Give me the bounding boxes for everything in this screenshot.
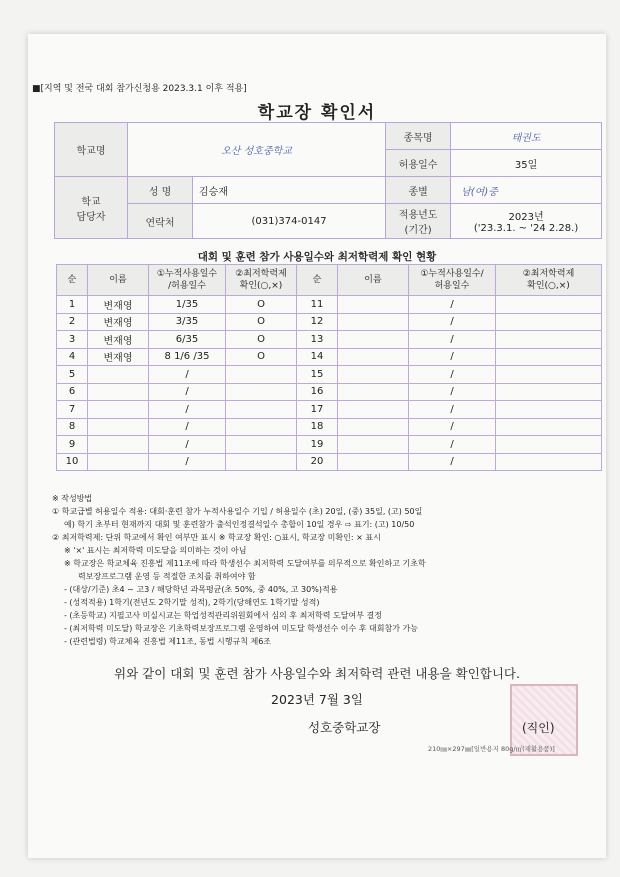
cell-name	[88, 418, 149, 436]
cell-name	[338, 296, 409, 314]
header-note: ■[지역 및 전국 대회 참가신청용 2023.3.1 이후 적용]	[32, 84, 247, 94]
cell-name: 변재영	[88, 331, 149, 349]
cell-no: 2	[57, 313, 88, 331]
note-line: - (대상/기준) 초4 ~ 고3 / 해당학년 과목평균(초 50%, 중 40%, 고 30%)적용	[64, 585, 338, 594]
col-days: ①누적사용일수 /허용일수	[149, 265, 226, 296]
cell-no: 12	[297, 313, 338, 331]
confirmation-text: 위와 같이 대회 및 훈련 참가 사용일수와 최저학력 관련 내용을 확인합니다.	[114, 666, 520, 681]
cell-no: 5	[57, 366, 88, 384]
cell-no: 4	[57, 348, 88, 366]
days-label: 허용일수	[386, 150, 451, 177]
cell-days: /	[409, 436, 496, 454]
staff-label-1: 학교	[81, 196, 101, 208]
event-label: 종목명	[386, 123, 451, 150]
cell-name	[338, 436, 409, 454]
table-row	[57, 296, 602, 314]
principal-signature: 성호중학교장	[308, 720, 381, 735]
gender-label: 종별	[386, 177, 451, 204]
year-label-1: 적용년도	[398, 210, 438, 221]
days-value: 35일	[451, 150, 602, 177]
cell-name	[88, 453, 149, 471]
cell-days: /	[409, 348, 496, 366]
col-days-right: ①누적사용일수/ 허용일수	[409, 265, 496, 296]
col-check: ②최저학력제 확인(○,×)	[226, 265, 297, 296]
note-line: 예) 학기 초부터 현재까지 대회 및 훈련참가 출석인정결석일수 총합이 10일 경우 ⇨ 표기: (고) 10/50	[64, 520, 415, 529]
table-row	[57, 436, 602, 454]
cell-check	[226, 401, 297, 419]
cell-check	[496, 296, 602, 314]
cell-days: /	[409, 366, 496, 384]
cell-no: 19	[297, 436, 338, 454]
table-row	[57, 348, 602, 366]
cell-check: O	[226, 313, 297, 331]
cell-no: 3	[57, 331, 88, 349]
table-title: 대회 및 훈련 참가 사용일수와 최저학력제 확인 현황	[197, 251, 437, 263]
note-line: ② 최저학력제: 단위 학교에서 확인 여부만 표시 ※ 학교장 확인: ○표시, 학교장 미확인: × 표시	[52, 533, 381, 542]
cell-days: /	[409, 296, 496, 314]
col-no-right: 순	[297, 265, 338, 296]
cell-days: /	[149, 418, 226, 436]
cell-name	[338, 313, 409, 331]
cell-name	[88, 436, 149, 454]
gender-value: 남(여)중	[451, 177, 602, 204]
cell-check	[496, 366, 602, 384]
cell-check	[496, 348, 602, 366]
note-line: - (최저학력 미도달) 학교장은 기초학력보장프로그램 운영하여 미도달 학생선수 이수 후 대회참가 가능	[64, 624, 418, 633]
cell-check: O	[226, 348, 297, 366]
cell-days: 6/35	[149, 331, 226, 349]
cell-check	[226, 366, 297, 384]
cell-no: 16	[297, 383, 338, 401]
cell-days: /	[409, 401, 496, 419]
note-line: - (관련법령) 학교체육 진흥법 제11조, 동법 시행규칙 제6조	[64, 637, 272, 646]
cell-days: 3/35	[149, 313, 226, 331]
issue-date: 2023년 7월 3일	[271, 692, 363, 707]
table-row	[57, 331, 602, 349]
table-row	[57, 453, 602, 471]
cell-check: O	[226, 331, 297, 349]
cell-days: /	[409, 331, 496, 349]
cell-no: 17	[297, 401, 338, 419]
cell-no: 6	[57, 383, 88, 401]
contact-value: (031)374-0147	[193, 204, 386, 239]
cell-check	[496, 401, 602, 419]
cell-check	[496, 453, 602, 471]
cell-days: /	[409, 418, 496, 436]
year-value-2: ('23.3.1. ~ '24 2.28.)	[473, 223, 579, 234]
cell-no: 18	[297, 418, 338, 436]
cell-name	[338, 418, 409, 436]
school-label: 학교명	[55, 123, 128, 177]
cell-name	[338, 366, 409, 384]
table-row	[57, 383, 602, 401]
note-line: - (초등학교) 지필고사 미실시교는 학업성적관리위원회에서 심의 후 최저학력 도달여부 결정	[64, 611, 382, 620]
cell-name	[338, 401, 409, 419]
table-row	[57, 366, 602, 384]
note-line: ※ 학교장은 학교체육 진흥법 제11조에 따라 학생선수 최저학력 도달여부를 의무적으로 확인하고 기초학	[64, 559, 426, 568]
cell-days: 8 1/6 /35	[149, 348, 226, 366]
cell-no: 15	[297, 366, 338, 384]
col-no: 순	[57, 265, 88, 296]
cell-check	[496, 313, 602, 331]
cell-name	[88, 383, 149, 401]
staff-label-2: 담당자	[76, 211, 106, 223]
cell-days: /	[149, 401, 226, 419]
school-value: 오산 성호중학교	[128, 123, 386, 177]
cell-check	[226, 418, 297, 436]
cell-check	[226, 453, 297, 471]
col-name-right: 이름	[338, 265, 409, 296]
cell-no: 11	[297, 296, 338, 314]
cell-name: 변재영	[88, 348, 149, 366]
cell-days: /	[149, 436, 226, 454]
table-row	[57, 401, 602, 419]
year-label-2: (기간)	[404, 225, 432, 236]
cell-name	[88, 366, 149, 384]
cell-name	[338, 383, 409, 401]
cell-days: /	[149, 366, 226, 384]
note-line: ※ '×' 표시는 최저학력 미도달을 의미하는 것이 아님	[64, 546, 247, 555]
cell-check	[226, 383, 297, 401]
cell-check	[496, 383, 602, 401]
document-sheet	[28, 34, 606, 858]
event-value: 태권도	[451, 123, 602, 150]
col-check-right: ②최저학력제 확인(○,×)	[496, 265, 602, 296]
cell-name	[338, 453, 409, 471]
page-title: 학교장 확인서	[257, 103, 377, 123]
cell-check	[496, 436, 602, 454]
cell-no: 8	[57, 418, 88, 436]
cell-days: /	[409, 313, 496, 331]
cell-check	[496, 331, 602, 349]
cell-no: 1	[57, 296, 88, 314]
cell-no: 20	[297, 453, 338, 471]
name-label: 성 명	[128, 177, 193, 204]
year-value-1: 2023년	[508, 212, 544, 223]
cell-no: 14	[297, 348, 338, 366]
participation-table	[56, 264, 602, 471]
cell-check	[496, 418, 602, 436]
note-line: ※ 작성방법	[52, 494, 93, 503]
name-value: 김승재	[193, 177, 386, 204]
cell-name	[88, 401, 149, 419]
cell-check: O	[226, 296, 297, 314]
seal-label: (직인)	[522, 721, 555, 735]
cell-name	[338, 348, 409, 366]
cell-name: 변재영	[88, 313, 149, 331]
cell-days: /	[409, 453, 496, 471]
instructions	[52, 492, 592, 648]
note-line: - (성적적용) 1학기(전년도 2학기말 성적), 2학기(당해연도 1학기말 성적)	[64, 598, 320, 607]
cell-days: /	[409, 383, 496, 401]
year-value	[451, 204, 602, 239]
cell-days: /	[149, 453, 226, 471]
cell-name: 변재영	[88, 296, 149, 314]
table-row	[57, 313, 602, 331]
cell-days: 1/35	[149, 296, 226, 314]
cell-name	[338, 331, 409, 349]
cell-no: 9	[57, 436, 88, 454]
cell-days: /	[149, 383, 226, 401]
table-row	[57, 418, 602, 436]
cell-no: 10	[57, 453, 88, 471]
info-table	[54, 122, 602, 239]
note-line: ① 학교급별 허용일수 적용: 대회·훈련 참가 누적사용일수 기입 / 허용일수 (초) 20일, (중) 35일, (고) 50일	[52, 507, 423, 516]
cell-no: 13	[297, 331, 338, 349]
contact-label: 연락처	[128, 204, 193, 239]
paper-spec: 210㎜×297㎜[일반용지 80g/㎡(재활용품)]	[428, 745, 555, 753]
col-name: 이름	[88, 265, 149, 296]
cell-no: 7	[57, 401, 88, 419]
cell-check	[226, 436, 297, 454]
year-label	[386, 204, 451, 239]
staff-label	[55, 177, 128, 239]
note-line: 력보장프로그램 운영 등 적절한 조치를 취하여야 함	[78, 572, 256, 581]
